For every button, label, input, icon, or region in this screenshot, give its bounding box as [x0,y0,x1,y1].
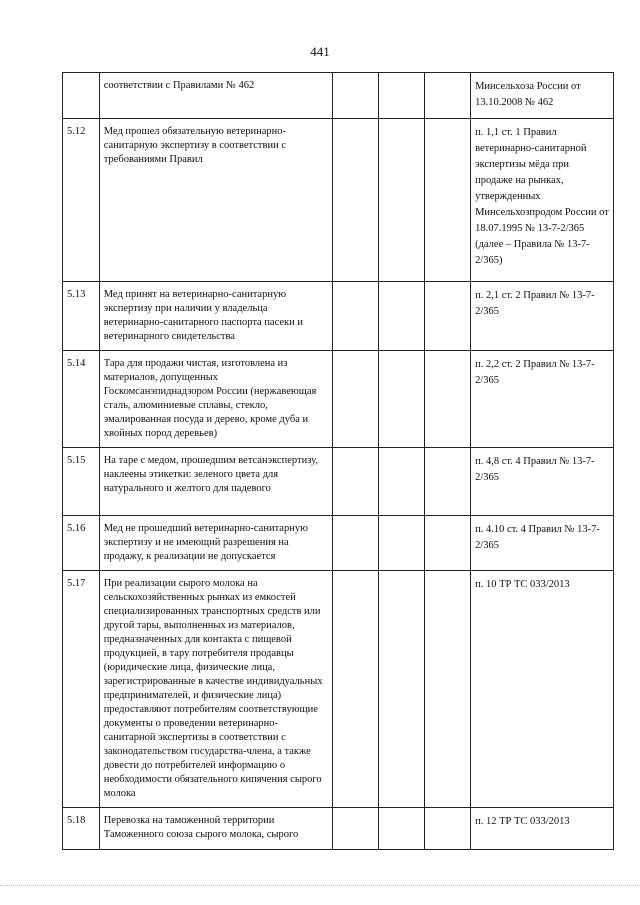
legal-reference: Минсельхоза России от 13.10.2008 № 462 [471,73,614,119]
legal-reference: п. 2,1 ст. 2 Правил № 13-7-2/365 [471,282,614,351]
empty-cell [425,351,471,448]
empty-cell [425,282,471,351]
row-number: 5.16 [63,516,100,571]
empty-cell [379,282,425,351]
empty-cell [379,119,425,282]
requirement-text: Тара для продажи чистая, изготовлена из материалов, допущенных Госкомсанэпиднадзором России (нержавеющая сталь, алюминиевые сплавы, стекло, эмалированная посуда и дерево, кроме дуба и хвойных пород деревьев) [99,351,333,448]
requirements-table [62,72,614,850]
legal-reference: п. 10 ТР ТС 033/2013 [471,571,614,808]
empty-cell [425,119,471,282]
row-number: 5.14 [63,351,100,448]
legal-reference: п. 1,1 ст. 1 Правил ветеринарно-санитарной экспертизы мёда при продаже на рынках, утвержденных Минсельхозпродом России от 18.07.1995 № 13-7-2/365 (далее – Правила № 13-7-2/365) [471,119,614,282]
empty-cell [379,73,425,119]
row-number: 5.18 [63,808,100,850]
empty-cell [379,351,425,448]
scan-artifact-line [0,885,640,887]
empty-cell [379,571,425,808]
table-row [63,119,614,282]
row-number [63,73,100,119]
empty-cell [379,808,425,850]
row-number: 5.12 [63,119,100,282]
legal-reference: п. 2,2 ст. 2 Правил № 13-7-2/365 [471,351,614,448]
empty-cell [333,119,379,282]
requirement-text: Мед прошел обязательную ветеринарно-санитарную экспертизу в соответствии с требованиями Правил [99,119,333,282]
table-row [63,448,614,516]
empty-cell [333,282,379,351]
table-row [63,282,614,351]
empty-cell [379,448,425,516]
empty-cell [333,571,379,808]
empty-cell [425,808,471,850]
table-row [63,571,614,808]
requirement-text: Мед не прошедший ветеринарно-санитарную экспертизу и не имеющий разрешения на продажу, к реализации не допускается [99,516,333,571]
requirement-text: На таре с медом, прошедшим ветсанэкспертизу, наклеены этикетки: зеленого цвета для натурального и желтого для падевого [99,448,333,516]
empty-cell [333,73,379,119]
empty-cell [425,73,471,119]
table-row [63,351,614,448]
row-number: 5.15 [63,448,100,516]
legal-reference: п. 4,8 ст. 4 Правил № 13-7-2/365 [471,448,614,516]
requirement-text: Перевозка на таможенной территории Таможенного союза сырого молока, сырого [99,808,333,850]
empty-cell [425,448,471,516]
empty-cell [333,516,379,571]
empty-cell [379,516,425,571]
legal-reference: п. 12 ТР ТС 033/2013 [471,808,614,850]
legal-reference: п. 4.10 ст. 4 Правил № 13-7-2/365 [471,516,614,571]
row-number: 5.17 [63,571,100,808]
row-number: 5.13 [63,282,100,351]
empty-cell [333,448,379,516]
requirement-text: При реализации сырого молока на сельскохозяйственных рынках из емкостей специализированных транспортных средств или другой тары, выполненных из материалов, предназначенных для контакта с пищевой продукцией, в тару потребителя продавцы (юридические лица, физические лица, зарегистрированные в качестве индивидуальных предпринимателей, и физические лица) предоставляют потребителям соответствующие документы о проведении ветеринарно-санитарной экспертизы в соответствии с законодательством государства-члена, а также довести до потребителей информацию о необходимости обязательного кипячения сырого молока [99,571,333,808]
empty-cell [333,351,379,448]
page-number: 441 [310,44,330,59]
table-row [63,516,614,571]
empty-cell [333,808,379,850]
table-row [63,73,614,119]
requirement-text: Мед принят на ветеринарно-санитарную экспертизу при наличии у владельца ветеринарно-санитарного паспорта пасеки и ветеринарного свидетельства [99,282,333,351]
table-row [63,808,614,850]
empty-cell [425,516,471,571]
requirement-text: соответствии с Правилами № 462 [99,73,333,119]
empty-cell [425,571,471,808]
